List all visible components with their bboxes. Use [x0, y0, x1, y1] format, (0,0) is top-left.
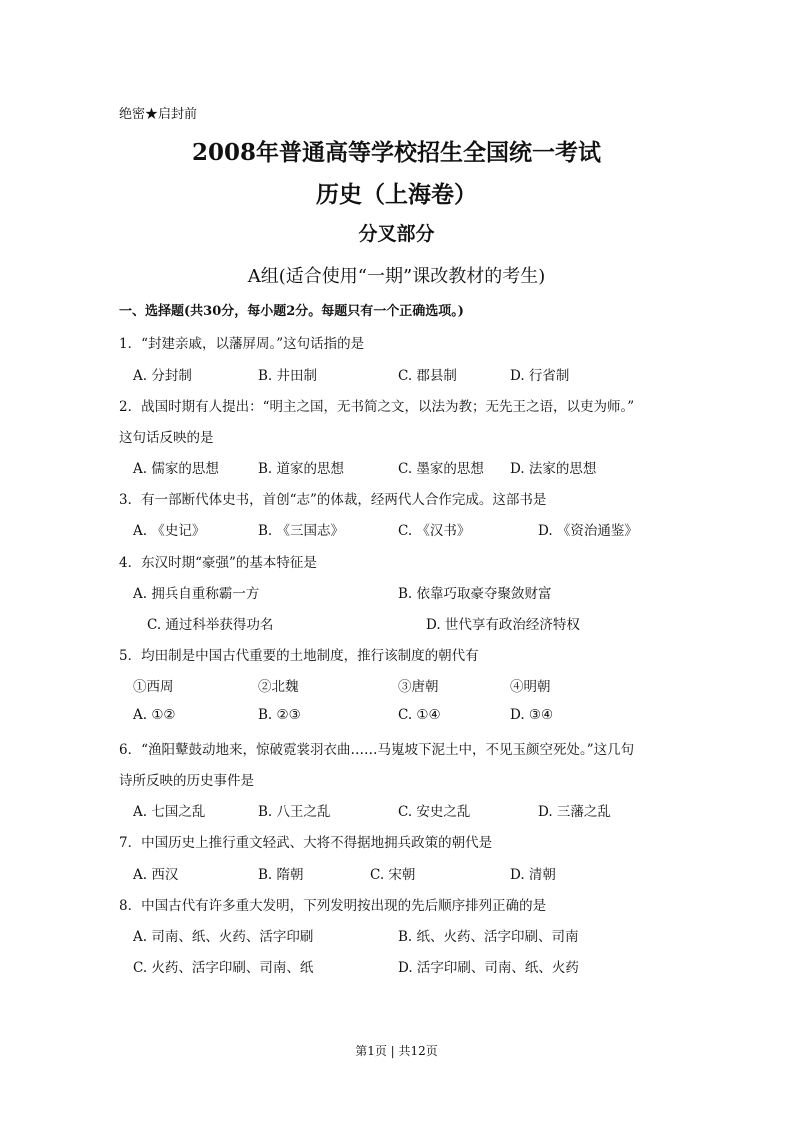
question-8-stem: 8．中国古代有许多重大发明，下列发明按出现的先后顺序排列正确的是	[119, 898, 547, 914]
question-1-option-d: D. 行省制	[510, 368, 570, 384]
question-3-option-a: A. 《史记》	[133, 523, 206, 539]
question-1-option-c: C. 郡县制	[398, 368, 457, 384]
question-4-option-a: A. 拥兵自重称霸一方	[133, 586, 260, 602]
question-5-item-2: ②北魏	[258, 679, 299, 695]
question-6-option-c: C. 安史之乱	[398, 804, 471, 820]
question-5-option-d: D. ③④	[510, 707, 554, 723]
question-3-option-c: C. 《汉书》	[398, 523, 471, 539]
group-title: A组(适合使用“一期”课改教材的考生)	[247, 266, 546, 287]
question-4-option-c: C. 通过科举获得功名	[147, 617, 274, 633]
question-8-option-c: C. 火药、活字印刷、司南、纸	[133, 960, 314, 976]
question-7-option-a: A. 西汉	[133, 867, 179, 883]
page-footer: 第1页 | 共12页	[355, 1044, 438, 1058]
exam-title: 2008年普通高等学校招生全国统一考试	[191, 139, 601, 166]
confidential-label: 绝密★启封前	[119, 107, 198, 122]
question-3-option-d: D. 《资治通鉴》	[538, 523, 638, 539]
question-4-option-d: D. 世代享有政治经济特权	[426, 617, 580, 633]
question-2-option-c: C. 墨家的思想	[398, 461, 484, 477]
question-6-option-d: D. 三藩之乱	[538, 804, 611, 820]
question-6-stem: 6．“渔阳鼙鼓动地来，惊破霓裳羽衣曲……马嵬坡下泥土中，不见玉颜空死处。”这几句	[119, 742, 635, 758]
question-7-option-c: C. 宋朝	[370, 867, 416, 883]
part-title: 分叉部分	[358, 223, 435, 245]
question-6-stem-cont: 诗所反映的历史事件是	[119, 773, 254, 789]
question-5-item-3: ③唐朝	[398, 679, 439, 695]
question-2-stem: 2．战国时期有人提出：“明主之国，无书简之文，以法为教；无先王之语，以吏为师。”	[119, 399, 635, 415]
question-2-option-a: A. 儒家的思想	[133, 461, 219, 477]
question-8-option-b: B. 纸、火药、活字印刷、司南	[398, 929, 579, 945]
question-1-option-a: A. 分封制	[133, 368, 192, 384]
question-5-item-1: ①西周	[133, 679, 174, 695]
question-8-option-d: D. 活字印刷、司南、纸、火药	[398, 960, 579, 976]
question-7-stem: 7．中国历史上推行重文轻武、大将不得据地拥兵政策的朝代是	[119, 835, 493, 851]
question-5-option-a: A. ①②	[133, 707, 176, 723]
section-heading: 一、选择题(共30分，每小题2分。每题只有一个正确选项。)	[119, 304, 464, 319]
exam-subtitle: 历史（上海卷）	[316, 181, 477, 208]
question-2-option-b: B. 道家的思想	[258, 461, 345, 477]
question-6-option-b: B. 八王之乱	[258, 804, 331, 820]
question-5-option-c: C. ①④	[398, 707, 441, 723]
question-2-option-d: D. 法家的思想	[510, 461, 597, 477]
question-8-option-a: A. 司南、纸、火药、活字印刷	[133, 929, 314, 945]
question-5-option-b: B. ②③	[258, 707, 301, 723]
question-7-option-d: D. 清朝	[510, 867, 556, 883]
question-3-stem: 3．有一部断代体史书，首创“志”的体裁，经两代人合作完成。这部书是	[119, 492, 547, 508]
question-3-option-b: B. 《三国志》	[258, 523, 345, 539]
question-7-option-b: B. 隋朝	[258, 867, 304, 883]
question-4-stem: 4．东汉时期“豪强”的基本特征是	[119, 555, 317, 571]
question-6-option-a: A. 七国之乱	[133, 804, 206, 820]
question-5-item-4: ④明朝	[510, 679, 551, 695]
question-1-stem: 1．“封建亲戚，以藩屏周。”这句话指的是	[119, 336, 365, 352]
question-4-option-b: B. 依靠巧取豪夺聚敛财富	[398, 586, 552, 602]
question-1-option-b: B. 井田制	[258, 368, 318, 384]
question-2-stem-cont: 这句话反映的是	[119, 430, 214, 446]
question-5-stem: 5．均田制是中国古代重要的土地制度，推行该制度的朝代有	[119, 648, 479, 664]
